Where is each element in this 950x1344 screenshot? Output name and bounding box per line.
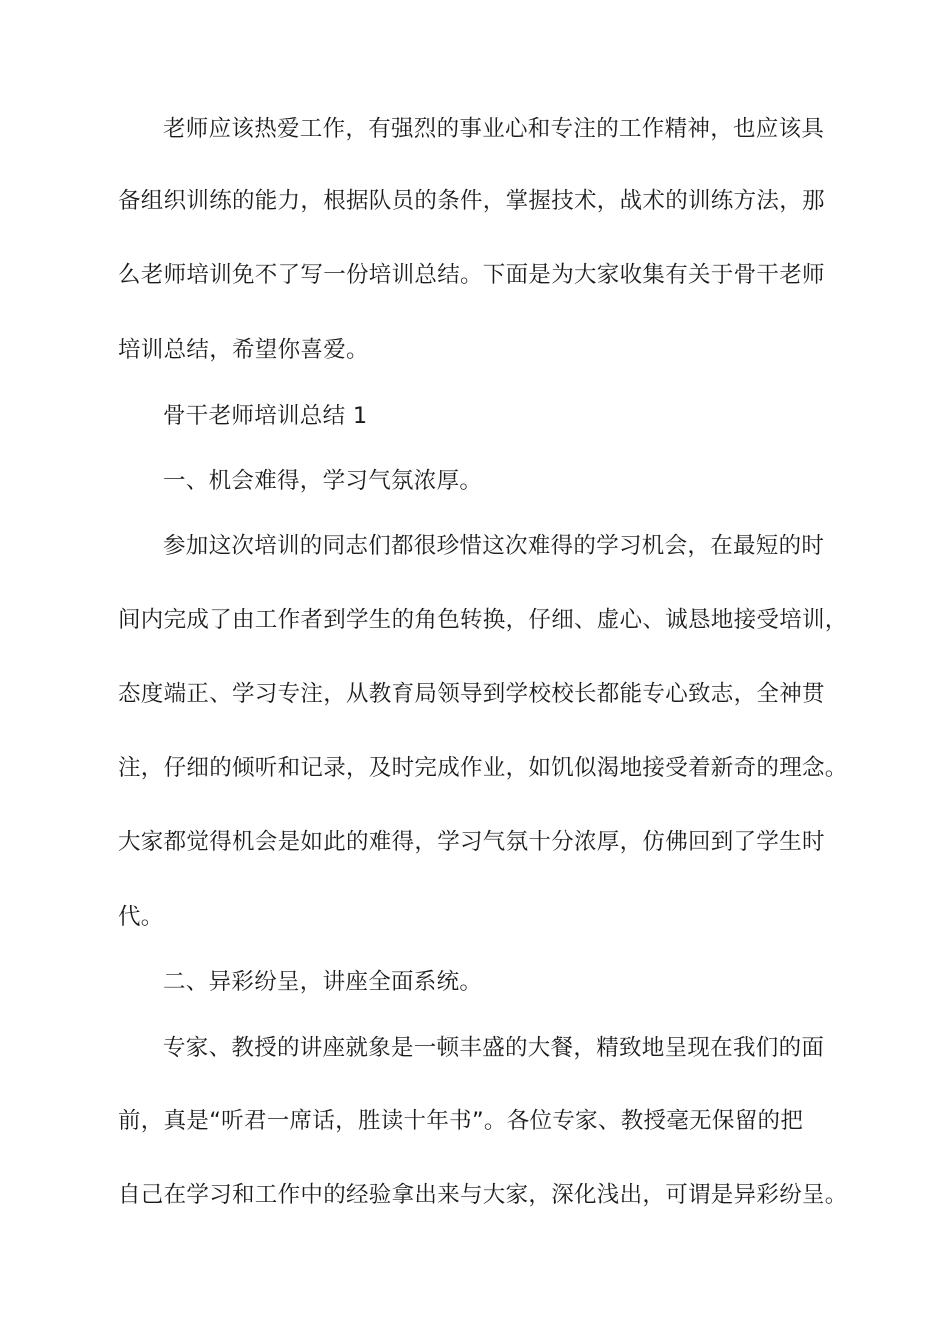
paragraph-line: 态度端正、学习专注，从教育局领导到学校校长都能专心致志，全神贯 [118,681,825,707]
paragraph-line: 专家、教授的讲座就象是一顿丰盛的大餐，精致地呈现在我们的面 [163,1035,825,1061]
paragraph-line: 么老师培训免不了写一份培训总结。下面是为大家收集有关于骨干老师 [118,262,825,288]
paragraph-line: 自己在学习和工作中的经验拿出来与大家，深化浅出，可谓是异彩纷呈。 [118,1182,848,1208]
section-heading: 骨干老师培训总结 1 [163,403,368,429]
paragraph-line: 代。 [118,904,164,930]
paragraph-line: 参加这次培训的同志们都很珍惜这次难得的学习机会，在最短的时 [163,533,825,559]
paragraph-line: 前，真是“听君一席话，胜读十年书”。各位专家、教授毫无保留的把 [118,1108,804,1134]
subsection-heading: 一、机会难得，学习气氛浓厚。 [163,468,483,494]
subsection-heading: 二、异彩纷呈，讲座全面系统。 [163,969,483,995]
paragraph-line: 备组织训练的能力，根据队员的条件，掌握技术，战术的训练方法，那 [118,188,825,214]
paragraph-line: 大家都觉得机会是如此的难得，学习气氛十分浓厚，仿佛回到了学生时 [118,829,825,855]
paragraph-line: 注，仔细的倾听和记录，及时完成作业，如饥似渴地接受着新奇的理念。 [118,755,848,781]
paragraph-line: 培训总结，希望你喜爱。 [118,337,369,363]
paragraph-line: 老师应该热爱工作，有强烈的事业心和专注的工作精神，也应该具 [163,116,825,142]
paragraph-line: 间内完成了由工作者到学生的角色转换，仔细、虚心、诚恳地接受培训， [118,607,848,633]
